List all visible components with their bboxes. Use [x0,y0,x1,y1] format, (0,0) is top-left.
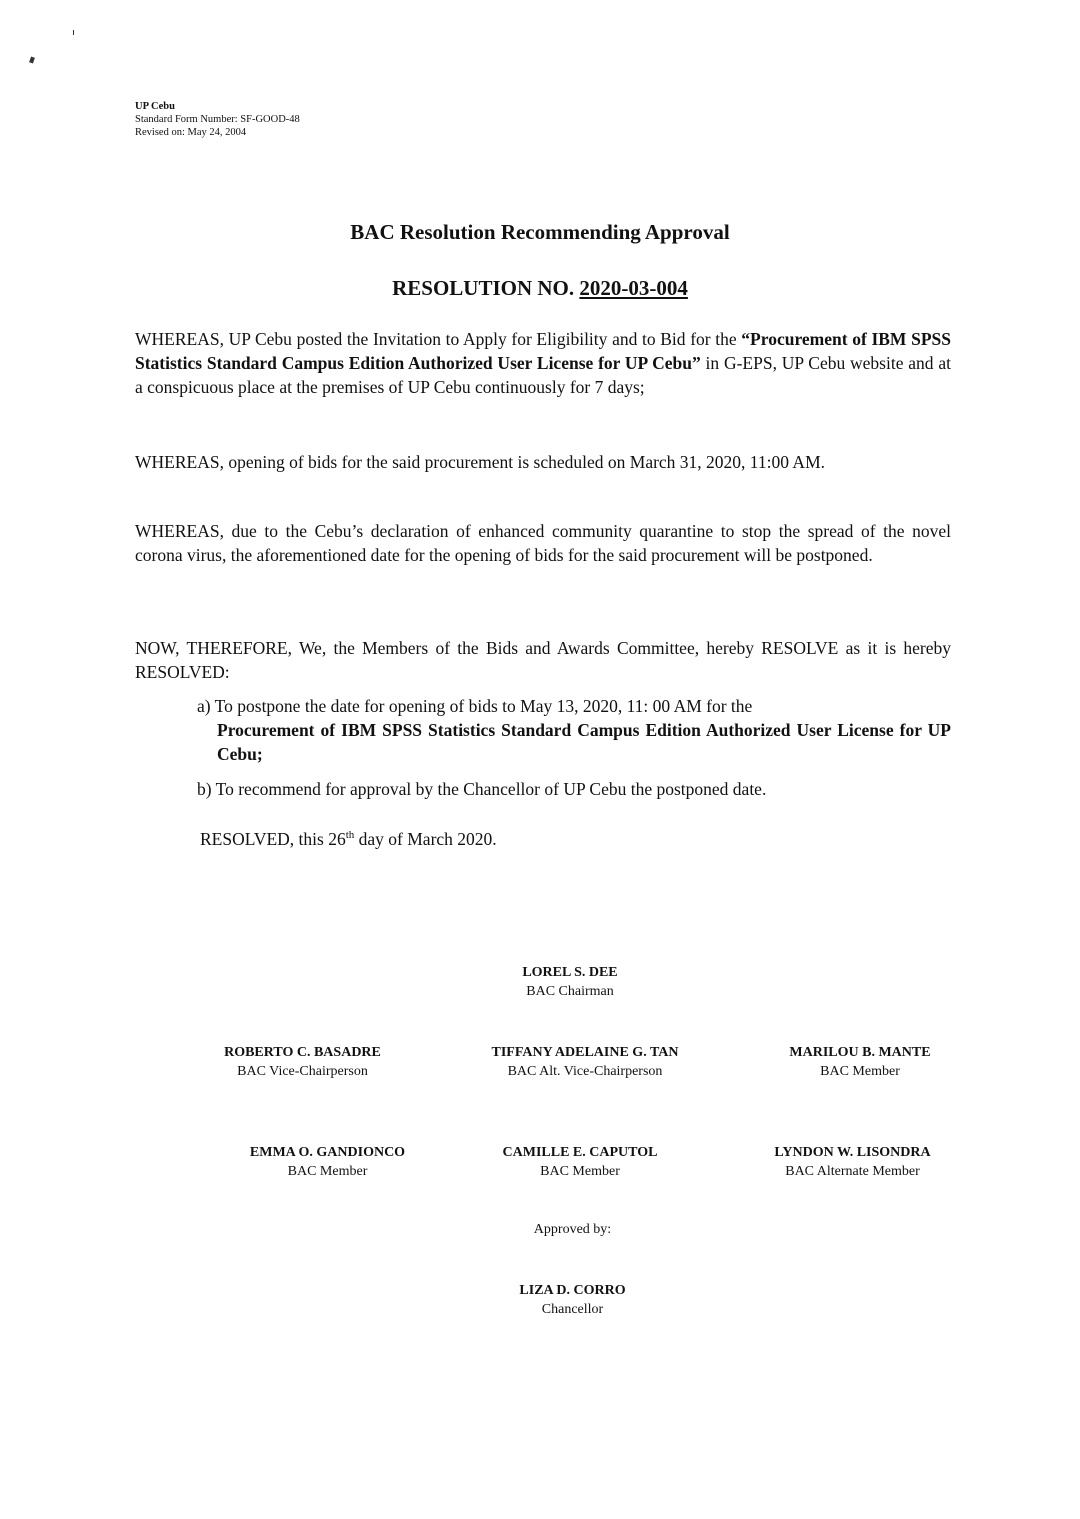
signatory-name: ROBERTO C. BASADRE [224,1045,381,1060]
signatory-vice-chair [175,1043,430,1081]
signatory-name: TIFFANY ADELAINE G. TAN [491,1045,679,1060]
whereas-paragraph-3: WHEREAS, due to the Cebu’s declaration of enhanced community quarantine to stop the spread of the novel corona virus, the aforementioned date for the opening of bids for the said procurement will be postponed. [135,521,951,565]
scan-speck [29,56,35,63]
resolution-item-b [197,777,951,801]
form-header [135,100,300,139]
p1-procurement-title: “Procurement of IBM SPSS Statistics Standard Campus Edition Authorized User License for UP Cebu” [135,329,951,373]
signatory-role: BAC Member [287,1164,368,1179]
whereas-paragraph-1 [135,327,951,399]
resolution-item-a [197,694,951,766]
signatory-name: LIZA D. CORRO [519,1283,626,1298]
signatory-name: LOREL S. DEE [522,965,618,980]
signatory-role: BAC Alt. Vice-Chairperson [507,1064,663,1079]
resolved-suffix: day of March 2020. [354,828,497,849]
signatory-role: BAC Vice-Chairperson [237,1064,368,1079]
signatory-alt-vice-chair [450,1043,720,1081]
signatory-role: BAC Chairman [526,984,614,999]
signatory-chancellor [440,1281,705,1319]
resolution-number-value: 2020-03-004 [579,276,688,300]
resolution-number [0,276,1080,301]
header-form-number: Standard Form Number: SF-GOOD-48 [135,114,300,125]
item-b-label: b) [197,779,212,799]
signatory-chairman [440,963,700,1001]
resolved-prefix: RESOLVED, this 26 [200,828,346,849]
header-revised: Revised on: May 24, 2004 [135,127,247,138]
resolved-ordinal: th [345,829,355,841]
signatory-member-gandionco [200,1143,455,1181]
item-b-text: To recommend for approval by the Chancellor of UP Cebu the postponed date. [215,779,767,799]
header-org: UP Cebu [135,101,175,112]
scan-speck [73,30,74,35]
p1-text-b: in G-EPS, UP Cebu website and at a conspicuous place at the premises of UP Cebu continuously for 7 days; [135,353,951,397]
document-title: BAC Resolution Recommending Approval [350,220,730,244]
resolution-label: RESOLUTION NO. [392,276,575,300]
signatory-role: BAC Member [540,1164,620,1179]
whereas-paragraph-2: WHEREAS, opening of bids for the said procurement is scheduled on March 31, 2020, 11:00 AM. [135,452,826,472]
now-therefore-paragraph: NOW, THEREFORE, We, the Members of the Bids and Awards Committee, hereby RESOLVE as it is hereby RESOLVED: [135,638,951,682]
signatory-role: Chancellor [541,1302,604,1317]
p1-text-a: WHEREAS, UP Cebu posted the Invitation to Apply for Eligibility and to Bid for the [135,329,742,349]
item-a-text: To postpone the date for opening of bids to May 13, 2020, 11: 00 AM for the [214,696,753,716]
signatory-name: EMMA O. GANDIONCO [249,1145,406,1160]
signatory-role: BAC Member [820,1064,900,1079]
item-a-procurement-title: Procurement of IBM SPSS Statistics Standard Campus Edition Authorized User License for UP Cebu; [217,720,951,764]
signatory-role: BAC Alternate Member [785,1164,920,1179]
signatory-member-caputol [450,1143,710,1181]
signatory-name: MARILOU B. MANTE [789,1045,931,1060]
signatory-name: LYNDON W. LISONDRA [774,1145,931,1160]
signatory-name: CAMILLE E. CAPUTOL [502,1145,658,1160]
approved-by-label: Approved by: [533,1222,612,1237]
resolved-date-line [200,823,497,851]
item-a-label: a) [197,696,211,716]
signatory-member-mante [725,1043,995,1081]
signatory-alternate-member [725,1143,980,1181]
